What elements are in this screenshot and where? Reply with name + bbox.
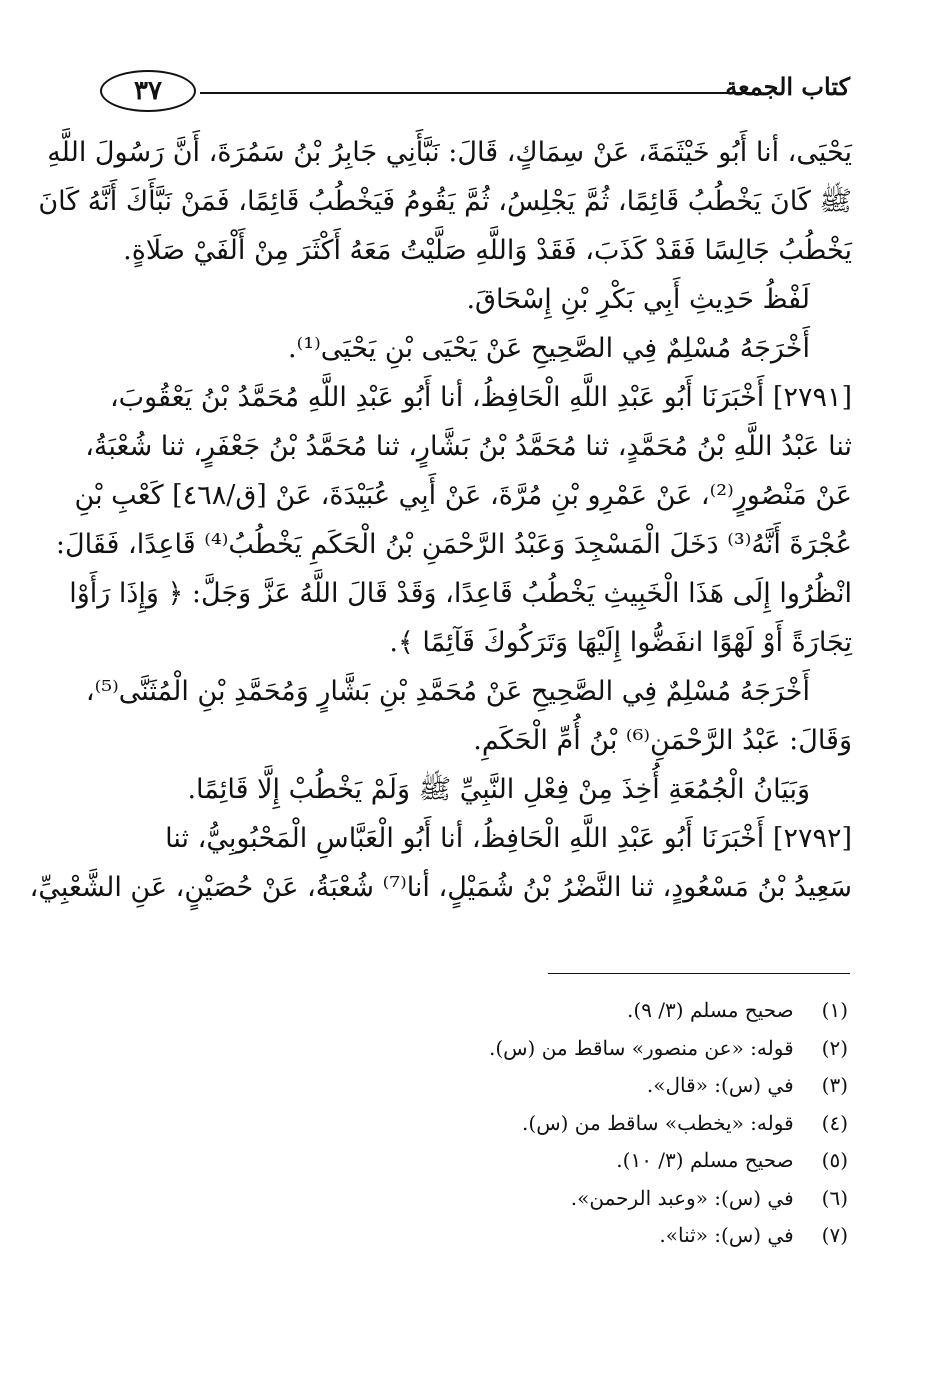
text-line: لَفْظُ حَدِيثِ أَبِي بَكْرِ بْنِ إِسْحَاقَ. — [466, 284, 810, 315]
hadith-2791-line: [٢٧٩١] أَخْبَرَنَا أَبُو عَبْدِ اللَّهِ الْحَافِظُ، أنا أَبُو عَبْدِ اللَّهِ مُحَمَّدُ بْنُ يَعْقُوبَ، — [109, 382, 852, 413]
footnote-divider — [548, 973, 850, 974]
text-line: أَخْرَجَهُ مُسْلِمٌ فِي الصَّحِيحِ عَنْ يَحْيَى بْنِ يَحْيَى⁽¹⁾. — [288, 333, 810, 364]
text-line: وَبَيَانُ الْجُمُعَةِ أُخِذَ مِنْ فِعْلِ النَّبِيِّ ﷺ وَلَمْ يَخْطُبْ إِلَّا قَائِمًا. — [187, 774, 810, 805]
page-number: ٣٧ — [100, 70, 196, 112]
footnote-text: صحيح مسلم (٣/ ١٠). — [616, 1148, 794, 1172]
footnote-number: (١) — [821, 998, 848, 1022]
text-line: يَحْيَى، أنا أَبُو خَيْثَمَةَ، عَنْ سِمَاكٍ، قَالَ: نَبَّأَنِي جَابِرُ بْنُ سَمُرَةَ، أَنَّ رَسُولَ اللَّهِ — [47, 137, 852, 168]
footnote-text: في (س): «قال». — [646, 1073, 794, 1097]
text-line: يَخْطُبُ جَالِسًا فَقَدْ كَذَبَ، فَقَدْ وَاللَّهِ صَلَّيْتُ مَعَهُ أَكْثَرَ مِنْ أَلْفَيْ صَلَاةٍ. — [123, 235, 852, 266]
footnote-text: قوله: «يخطب» ساقط من (س). — [522, 1110, 794, 1135]
footnote-number: (٢) — [821, 1035, 848, 1060]
header-rule — [200, 92, 755, 94]
page-header — [100, 70, 850, 120]
text-line: ثنا عَبْدُ اللَّهِ بْنُ مُحَمَّدٍ، ثنا مُحَمَّدُ بْنُ بَشَّارٍ، ثنا مُحَمَّدُ بْنُ جَعْفَرٍ، ثنا شُعْبَةُ، — [85, 431, 852, 462]
footnote-number: (٦) — [821, 1185, 848, 1210]
footnote-number: (٥) — [821, 1148, 848, 1172]
text-line: أَخْرَجَهُ مُسْلِمٌ فِي الصَّحِيحِ عَنْ مُحَمَّدِ بْنِ بَشَّارٍ وَمُحَمَّدِ بْنِ الْمُثَنَّى⁽⁵⁾، — [85, 676, 810, 707]
text-line: سَعِيدُ بْنُ مَسْعُودٍ، ثنا النَّضْرُ بْنُ شُمَيْلٍ، أنا⁽⁷⁾ شُعْبَةُ، عَنْ حُصَيْنٍ، عَنِ الشَّعْبِيِّ، — [29, 872, 852, 903]
footnote-item — [148, 992, 848, 1030]
footnote-text: صحيح مسلم (٣/ ٩). — [627, 998, 794, 1022]
text-line: انْظُرُوا إِلَى هَذَا الْخَبِيثِ يَخْطُبُ قَاعِدًا، وَقَدْ قَالَ اللَّهُ عَزَّ وَجَلَّ: ﴿ وَإِذَا رَأَوْا — [69, 578, 852, 609]
footnote-number: (٧) — [821, 1223, 848, 1247]
footnotes — [148, 992, 848, 1255]
book-title: كتاب الجمعة — [725, 72, 850, 101]
text-line: ﷺ كَانَ يَخْطُبُ قَائِمًا، ثُمَّ يَجْلِسُ، ثُمَّ يَقُومُ فَيَخْطُبُ قَائِمًا، فَمَنْ نَبَّأَكَ أَنَّهُ كَانَ — [38, 186, 852, 217]
footnote-item — [148, 1180, 848, 1218]
footnote-number: (٤) — [821, 1110, 848, 1135]
main-text — [29, 128, 852, 912]
footnote-text: قوله: «عن منصور» ساقط من (س). — [488, 1035, 794, 1060]
footnote-text: في (س): «ثنا». — [659, 1223, 794, 1247]
footnote-number: (٣) — [821, 1073, 848, 1097]
text-line: وَقَالَ: عَبْدُ الرَّحْمَنِ⁽⁶⁾ بْنُ أُمِّ الْحَكَمِ. — [473, 725, 852, 756]
text-line: عُجْرَةَ أَنَّهُ⁽³⁾ دَخَلَ الْمَسْجِدَ وَعَبْدُ الرَّحْمَنِ بْنُ الْحَكَمِ يَخْطُبُ⁽⁴⁾ قَاعِدًا، فَقَالَ: — [55, 529, 852, 560]
footnote-item — [148, 1217, 848, 1255]
footnote-item — [148, 1067, 848, 1105]
quran-verse-line: تِجَارَةً أَوْ لَهْوًا انفَضُّوا إِلَيْهَا وَتَرَكُوكَ قَآئِمًا ﴾. — [389, 627, 852, 658]
footnote-text: في (س): «وعبد الرحمن». — [570, 1185, 794, 1210]
hadith-2792-line: [٢٧٩٢] أَخْبَرَنَا أَبُو عَبْدِ اللَّهِ الْحَافِظُ، أنا أَبُو الْعَبَّاسِ الْمَحْبُوبِيُّ، ثنا — [165, 823, 852, 854]
text-line: عَنْ مَنْصُورٍ⁽²⁾، عَنْ عَمْرِو بْنِ مُرَّةَ، عَنْ أَبِي عُبَيْدَةَ، عَنْ [ق/٤٦٨] كَعْبِ بْنِ — [74, 480, 852, 511]
footnote-item — [148, 1105, 848, 1143]
footnote-item — [148, 1142, 848, 1180]
footnote-item — [148, 1030, 848, 1068]
